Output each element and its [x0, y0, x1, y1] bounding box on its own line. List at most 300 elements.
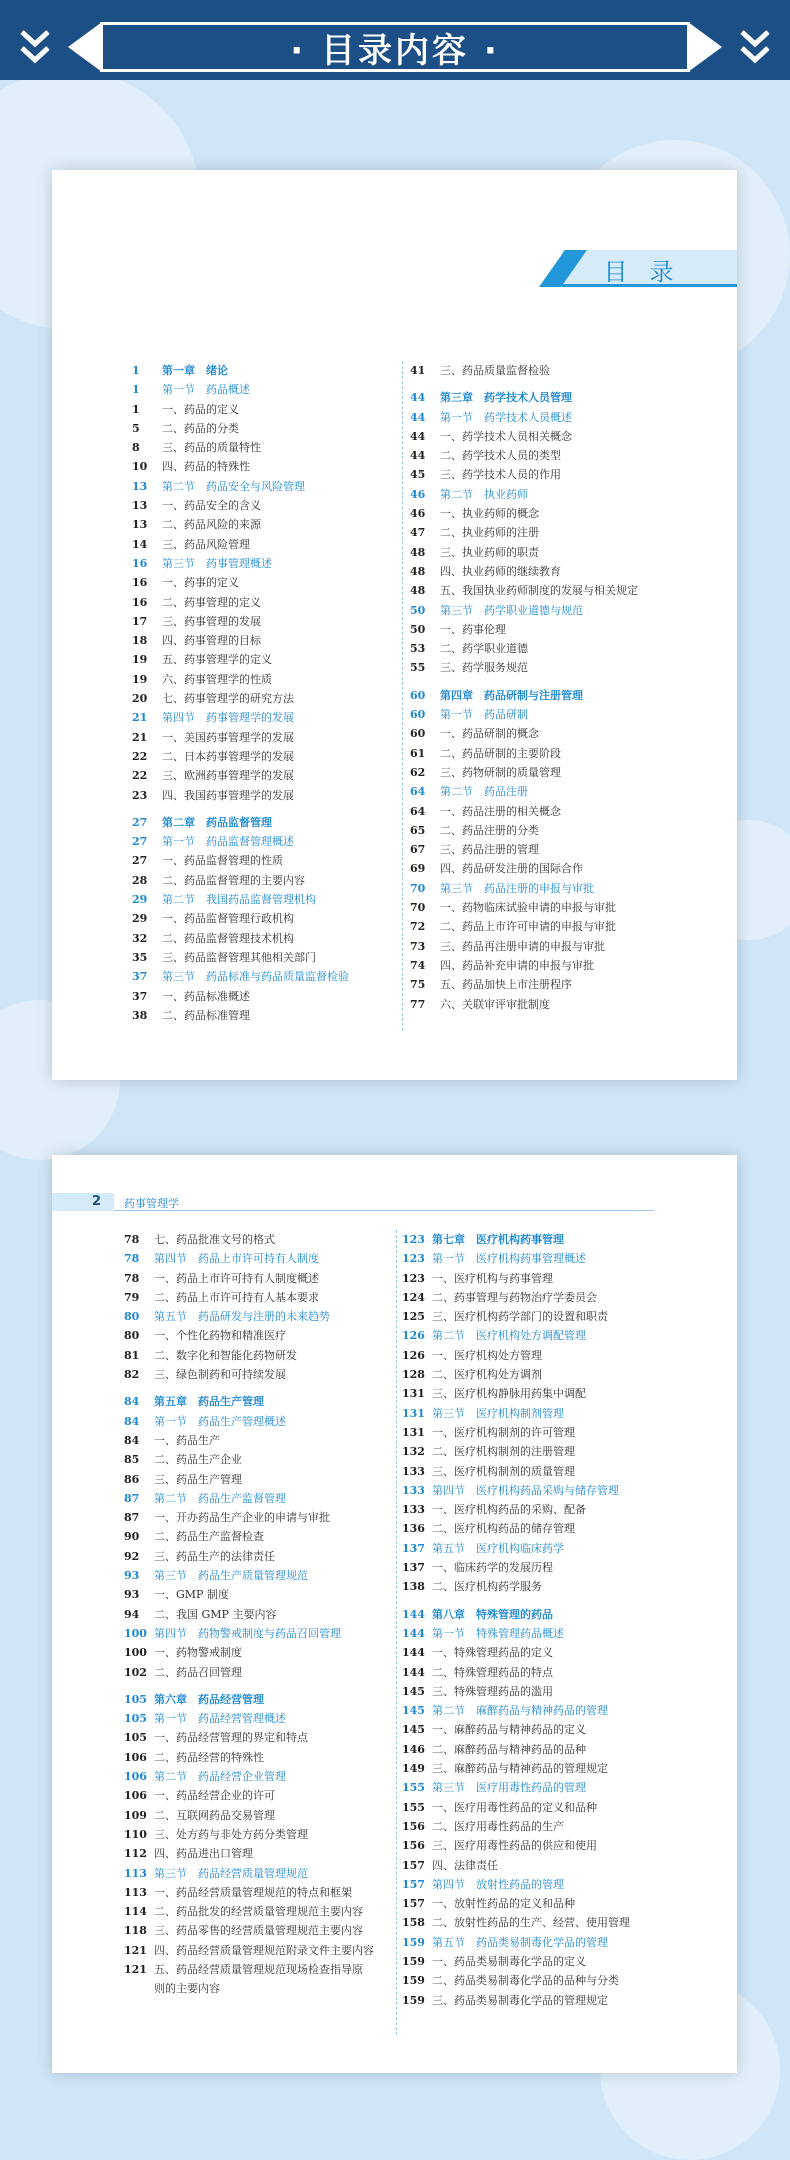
toc-section-entry[interactable]: [402, 1481, 702, 1500]
toc-entry-title: 三、绿色制药和可持续发展: [154, 1368, 286, 1382]
toc-page-number: 70: [410, 881, 426, 895]
toc-item-entry[interactable]: [124, 1585, 394, 1604]
toc-item-entry[interactable]: [124, 1844, 394, 1863]
toc-item-entry[interactable]: [410, 562, 710, 581]
toc-section-entry[interactable]: [124, 1864, 394, 1883]
toc-item-entry[interactable]: [124, 1365, 394, 1384]
toc-chapter-entry[interactable]: [402, 1230, 702, 1249]
toc-item-entry[interactable]: [124, 1921, 394, 1940]
toc-item-entry[interactable]: [132, 457, 402, 476]
toc-item-entry[interactable]: [124, 1748, 394, 1767]
toc-item-entry[interactable]: [402, 1384, 702, 1403]
toc-item-entry[interactable]: [402, 1740, 702, 1759]
toc-chapter-entry[interactable]: [410, 388, 710, 407]
toc-page-number: 137: [402, 1541, 425, 1555]
toc-page-number: 29: [132, 912, 148, 926]
toc-item-entry[interactable]: [410, 821, 710, 840]
toc-entry-title: 一、药品生产: [154, 1433, 220, 1447]
toc-page-number: 144: [402, 1665, 425, 1679]
toc-item-entry[interactable]: [124, 1431, 394, 1450]
toc-page-number: 133: [402, 1483, 425, 1497]
toc-page-number: 50: [410, 603, 426, 617]
toc-entry-title: 第三节 医疗用毒性药品的管理: [432, 1781, 586, 1795]
toc-entry-title: 三、医疗用毒性药品的供应和使用: [432, 1839, 597, 1853]
toc-entry-title: 二、我国 GMP 主要内容: [154, 1607, 277, 1621]
toc-page-number: 69: [410, 862, 426, 876]
toc-entry-title: 一、药品经营管理的界定和特点: [154, 1731, 308, 1745]
toc-item-entry[interactable]: [402, 1423, 702, 1442]
toc-item-entry[interactable]: [410, 917, 710, 936]
toc-page-number: 93: [124, 1569, 140, 1583]
toc-page-number: 18: [132, 634, 148, 648]
toc-item-entry[interactable]: [132, 766, 402, 785]
toc-chapter-entry[interactable]: [124, 1690, 394, 1709]
toc-entry-title: 三、医疗机构制剂的质量管理: [432, 1464, 575, 1478]
book-title: 药事管理学: [124, 1197, 179, 1210]
toc-item-entry[interactable]: [402, 1269, 702, 1288]
toc-entry-title: 二、日本药事管理学的发展: [162, 749, 294, 763]
toc-entry-title: 三、药品零售的经营质量管理规范主要内容: [154, 1924, 363, 1938]
toc-page-number: 158: [402, 1916, 425, 1930]
toc-section-entry[interactable]: [410, 879, 710, 898]
toc-section-entry[interactable]: [410, 485, 710, 504]
toc-item-entry[interactable]: [402, 1952, 702, 1971]
toc-page-number: 105: [124, 1692, 147, 1706]
toc-entry-title: 一、药品监督管理行政机构: [162, 912, 294, 926]
toc-column-left: [132, 361, 402, 1025]
toc-entry-title: 五、药事管理学的定义: [162, 653, 272, 667]
toc-page-number: 94: [124, 1607, 140, 1621]
toc-entry-title: 二、药品监督管理技术机构: [162, 931, 294, 945]
toc-entry-title: 一、放射性药品的定义和品种: [432, 1897, 575, 1911]
toc-page-number: 123: [402, 1271, 425, 1285]
toc-entry-title: 一、麻醉药品与精神药品的定义: [432, 1723, 586, 1737]
toc-entry-title: 第二节 我国药品监督管理机构: [162, 893, 316, 907]
toc-page-number: 100: [124, 1626, 147, 1640]
toc-page-number: 85: [124, 1453, 140, 1467]
toc-item-entry[interactable]: [410, 620, 710, 639]
toc-entry-title: 一、药品标准概述: [162, 989, 250, 1003]
toc-page-number: 84: [124, 1414, 140, 1428]
toc-item-entry[interactable]: [124, 1902, 394, 1921]
toc-entry-title: 第八章 特殊管理的药品: [432, 1607, 553, 1621]
toc-page-number: 16: [132, 576, 148, 590]
toc-item-entry[interactable]: [124, 1508, 394, 1527]
toc-spacer: [402, 1597, 702, 1605]
toc-page-number: 78: [124, 1233, 140, 1246]
toc-item-entry[interactable]: [402, 1759, 702, 1778]
toc-item-entry[interactable]: [132, 631, 402, 650]
toc-entry-title: 第三节 药品生产质量管理规范: [154, 1569, 308, 1583]
toc-page-number: 14: [132, 537, 148, 551]
toc-entry-title: 第五节 药品研发与注册的未来趋势: [154, 1310, 330, 1324]
toc-item-entry[interactable]: [132, 851, 402, 870]
toc-page-number: 20: [132, 692, 148, 706]
toc-page-number: 144: [402, 1607, 425, 1621]
toc-page-number: 80: [124, 1310, 140, 1324]
toc-item-entry[interactable]: [132, 670, 402, 689]
toc-item-entry[interactable]: [410, 446, 710, 465]
toc-entry-title: 一、药物警戒制度: [154, 1646, 242, 1660]
toc-item-entry[interactable]: [132, 689, 402, 708]
toc-item-entry[interactable]: [402, 1682, 702, 1701]
toc-page-number: 109: [124, 1808, 147, 1822]
toc-item-entry[interactable]: [402, 1365, 702, 1384]
toc-section-entry[interactable]: [124, 1412, 394, 1431]
toc-entry-title: 二、医疗机构处方调剂: [432, 1368, 542, 1382]
toc-entry-title: 四、法律责任: [432, 1858, 498, 1872]
toc-spacer: [132, 805, 402, 813]
toc-item-entry[interactable]: [410, 937, 710, 956]
toc-page-number: 27: [132, 854, 148, 868]
toc-page-number: 157: [402, 1877, 425, 1891]
toc-page-number: 102: [124, 1665, 147, 1679]
toc-item-entry[interactable]: [132, 909, 402, 928]
toc-section-entry[interactable]: [402, 1326, 702, 1345]
toc-item-entry[interactable]: [410, 639, 710, 658]
toc-entry-title: 五、我国执业药师制度的发展与相关规定: [440, 584, 638, 598]
toc-page-number: 157: [402, 1858, 425, 1872]
toc-entry-title: 二、药学技术人员的类型: [440, 449, 561, 463]
toc-item-entry[interactable]: [124, 1269, 394, 1288]
toc-item-entry[interactable]: [132, 400, 402, 419]
toc-chapter-entry[interactable]: [402, 1605, 702, 1624]
toc-item-entry[interactable]: [410, 840, 710, 859]
toc-item-entry[interactable]: [402, 1500, 702, 1519]
toc-item-entry[interactable]: [132, 650, 402, 669]
toc-page-number: 50: [410, 622, 426, 636]
toc-item-entry[interactable]: [124, 1470, 394, 1489]
toc-entry-title: 四、执业药师的继续教育: [440, 564, 561, 578]
toc-item-entry[interactable]: [132, 948, 402, 967]
toc-entry-title: 二、药品研制的主要阶段: [440, 746, 561, 760]
toc-page-number: 121: [124, 1943, 147, 1957]
toc-section-entry[interactable]: [402, 1875, 702, 1894]
toc-item-entry[interactable]: [132, 1006, 402, 1025]
toc-spacer: [410, 380, 710, 388]
toc-entry-title: 三、麻醉药品与精神药品的管理规定: [432, 1762, 608, 1776]
toc-item-entry[interactable]: [410, 898, 710, 917]
toc-item-entry[interactable]: [410, 427, 710, 446]
toc-item-entry[interactable]: [402, 1558, 702, 1577]
toc-item-entry[interactable]: [124, 1825, 394, 1844]
toc-item-entry[interactable]: [410, 975, 710, 994]
toc-page-number: 13: [132, 518, 148, 532]
toc-entry-title: 一、临床药学的发展历程: [432, 1561, 553, 1575]
toc-page-number: 1: [132, 402, 140, 416]
toc-page-number: 123: [402, 1233, 425, 1246]
toc-entry-title: 三、药品质量监督检验: [440, 364, 550, 377]
toc-page-number: 84: [124, 1433, 140, 1447]
toc-item-entry[interactable]: [402, 1462, 702, 1481]
toc-section-entry[interactable]: [132, 477, 402, 496]
toc-section-entry[interactable]: [124, 1767, 394, 1786]
toc-page-number: 21: [132, 711, 148, 725]
running-header: [52, 1193, 652, 1211]
toc-title: 目录: [603, 258, 696, 286]
toc-item-entry[interactable]: [410, 859, 710, 878]
toc-item-entry[interactable]: [124, 1941, 394, 1960]
toc-entry-title: 一、医疗机构处方管理: [432, 1348, 542, 1362]
toc-entry-title: 一、药品研制的概念: [440, 727, 539, 741]
toc-page-number: 47: [410, 526, 426, 540]
toc-column-right: [410, 361, 710, 1014]
toc-item-entry[interactable]: [410, 465, 710, 484]
toc-item-entry[interactable]: [402, 1856, 702, 1875]
toc-section-entry[interactable]: [124, 1624, 394, 1643]
toc-page-number: 145: [402, 1684, 425, 1698]
toc-section-entry[interactable]: [124, 1566, 394, 1585]
toc-entry-title: 第四节 药事管理学的发展: [162, 711, 294, 725]
toc-item-entry[interactable]: [402, 1720, 702, 1739]
toc-section-entry[interactable]: [124, 1307, 394, 1326]
toc-section-entry[interactable]: [132, 708, 402, 727]
toc-item-entry[interactable]: [124, 1326, 394, 1345]
toc-entry-title: 一、药学技术人员相关概念: [440, 429, 572, 443]
toc-entry-title: 第五节 药品类易制毒化学品的管理: [432, 1935, 608, 1949]
toc-item-entry[interactable]: [410, 744, 710, 763]
toc-section-entry[interactable]: [402, 1778, 702, 1797]
toc-section-entry[interactable]: [402, 1701, 702, 1720]
toc-item-entry[interactable]: [132, 987, 402, 1006]
toc-item-entry[interactable]: [132, 612, 402, 631]
toc-page-number: 79: [124, 1290, 140, 1304]
toc-entry-title: 第三节 药品注册的申报与审批: [440, 881, 594, 895]
toc-item-entry[interactable]: [124, 1346, 394, 1365]
toc-item-entry[interactable]: [402, 1913, 702, 1932]
toc-entry-title: 第一节 药品经营管理概述: [154, 1712, 286, 1726]
toc-entry-title: 第三节 医疗机构制剂管理: [432, 1406, 564, 1420]
toc-item-entry[interactable]: [402, 1971, 702, 1990]
toc-item-entry[interactable]: [124, 1643, 394, 1662]
toc-item-entry[interactable]: [410, 543, 710, 562]
toc-section-entry[interactable]: [402, 1539, 702, 1558]
toc-section-entry[interactable]: [124, 1709, 394, 1728]
toc-entry-title: 二、放射性药品的生产、经营、使用管理: [432, 1916, 630, 1930]
toc-item-entry[interactable]: [402, 1991, 702, 2010]
toc-item-entry[interactable]: [124, 1230, 394, 1249]
toc-page-number: 1: [132, 383, 140, 397]
toc-section-entry[interactable]: [124, 1249, 394, 1268]
toc-page-number: 131: [402, 1387, 425, 1401]
toc-page-number: 13: [132, 499, 148, 513]
toc-entry-title: 第一节 药品概述: [162, 383, 250, 397]
toc-item-entry[interactable]: [124, 1883, 394, 1902]
toc-page-number: 64: [410, 804, 426, 818]
toc-item-entry[interactable]: [132, 747, 402, 766]
toc-item-entry[interactable]: [124, 1450, 394, 1469]
toc-item-entry[interactable]: [124, 1960, 394, 1979]
toc-page-number: 22: [132, 769, 148, 783]
toc-chapter-entry[interactable]: [132, 361, 402, 380]
toc-section-entry[interactable]: [402, 1249, 702, 1268]
toc-entry-title: 二、药品的分类: [162, 421, 239, 435]
toc-item-entry[interactable]: [124, 1786, 394, 1805]
toc-item-entry[interactable]: [402, 1836, 702, 1855]
toc-page-number: 112: [124, 1847, 147, 1861]
toc-entry-title: 三、药品风险管理: [162, 537, 250, 551]
toc-item-entry[interactable]: [132, 438, 402, 457]
toc-section-entry[interactable]: [402, 1404, 702, 1423]
toc-page-number: 106: [124, 1770, 147, 1784]
toc-entry-title: 二、数字化和智能化药物研发: [154, 1348, 297, 1362]
toc-item-entry[interactable]: [410, 724, 710, 743]
toc-page-number: 29: [132, 893, 148, 907]
toc-section-entry[interactable]: [410, 601, 710, 620]
toc-item-entry[interactable]: [124, 1605, 394, 1624]
toc-item-entry[interactable]: [132, 871, 402, 890]
toc-entry-title: 四、药品补充申请的申报与审批: [440, 958, 594, 972]
toc-page-number: 73: [410, 939, 426, 953]
toc-entry-title: 二、药品生产企业: [154, 1453, 242, 1467]
toc-item-entry[interactable]: [132, 515, 402, 534]
toc-entry-title: 二、药品生产监督检查: [154, 1530, 264, 1544]
toc-page-number: 131: [402, 1406, 425, 1420]
toc-section-entry[interactable]: [402, 1933, 702, 1952]
toc-item-entry[interactable]: [124, 1979, 394, 1998]
toc-page-number: 19: [132, 653, 148, 667]
toc-entry-title: 六、关联审评审批制度: [440, 997, 550, 1011]
toc-item-entry[interactable]: [410, 995, 710, 1014]
toc-page-number: 105: [124, 1712, 147, 1726]
toc-entry-title: 三、药品生产管理: [154, 1472, 242, 1486]
toc-page-number: 1: [132, 364, 140, 377]
toc-entry-title: 三、药品监督管理其他相关部门: [162, 950, 316, 964]
toc-item-entry[interactable]: [132, 786, 402, 805]
toc-item-entry[interactable]: [132, 593, 402, 612]
toc-entry-title: 七、药事管理学的研究方法: [162, 692, 294, 706]
toc-page-number: 159: [402, 1993, 425, 2007]
toc-item-entry[interactable]: [132, 496, 402, 515]
toc-item-entry[interactable]: [402, 1307, 702, 1326]
toc-section-entry[interactable]: [132, 890, 402, 909]
toc-page-number: 48: [410, 545, 426, 559]
toc-page-number: 27: [132, 835, 148, 849]
toc-section-entry[interactable]: [132, 832, 402, 851]
toc-page-number: 84: [124, 1395, 140, 1409]
toc-page-number: 75: [410, 978, 426, 992]
toc-entry-title: 一、药品监督管理的性质: [162, 854, 283, 868]
toc-item-entry[interactable]: [132, 419, 402, 438]
toc-item-entry[interactable]: [402, 1577, 702, 1596]
toc-item-entry[interactable]: [410, 361, 710, 380]
toc-entry-title: 一、药物临床试验申请的申报与审批: [440, 901, 616, 915]
toc-section-entry[interactable]: [124, 1489, 394, 1508]
toc-entry-title: 二、药品注册的分类: [440, 823, 539, 837]
toc-section-entry[interactable]: [132, 380, 402, 399]
toc-item-entry[interactable]: [402, 1442, 702, 1461]
toc-item-entry[interactable]: [132, 728, 402, 747]
toc-page-number: 78: [124, 1252, 140, 1266]
toc-item-entry[interactable]: [402, 1663, 702, 1682]
toc-page-number: 156: [402, 1839, 425, 1853]
toc-entry-title: 一、特殊管理药品的定义: [432, 1646, 553, 1660]
toc-page-number: 13: [132, 479, 148, 493]
toc-page-number: 114: [124, 1905, 147, 1919]
toc-page-number: 123: [402, 1252, 425, 1266]
toc-entry-title: 二、医疗机构药品的储存管理: [432, 1522, 575, 1536]
toc-entry-title: 三、药品注册的管理: [440, 843, 539, 857]
toc-entry-title: 二、麻醉药品与精神药品的品种: [432, 1742, 586, 1756]
toc-page-number: 37: [132, 970, 148, 984]
toc-item-entry[interactable]: [124, 1527, 394, 1546]
toc-item-entry[interactable]: [410, 763, 710, 782]
header-title: · 目录内容 ·: [290, 30, 500, 71]
toc-entry-title: 第二节 麻醉药品与精神药品的管理: [432, 1704, 608, 1718]
toc-item-entry[interactable]: [402, 1643, 702, 1662]
double-chevron-down-icon: [18, 26, 52, 70]
toc-item-entry[interactable]: [410, 581, 710, 600]
toc-page-number: 38: [132, 1008, 148, 1022]
toc-section-entry[interactable]: [132, 554, 402, 573]
toc-item-entry[interactable]: [410, 956, 710, 975]
toc-item-entry[interactable]: [402, 1798, 702, 1817]
toc-item-entry[interactable]: [402, 1519, 702, 1538]
toc-section-entry[interactable]: [410, 782, 710, 801]
toc-entry-title: 三、药品再注册申请的申报与审批: [440, 939, 605, 953]
toc-entry-title: 一、药事伦理: [440, 622, 506, 636]
toc-item-entry[interactable]: [402, 1817, 702, 1836]
page-number: 2: [92, 1194, 102, 1209]
toc-item-entry[interactable]: [132, 929, 402, 948]
toc-item-entry[interactable]: [410, 802, 710, 821]
toc-entry-title: 七、药品批准文号的格式: [154, 1233, 275, 1246]
toc-item-entry[interactable]: [402, 1288, 702, 1307]
toc-page-number: 16: [132, 556, 148, 570]
toc-page-number: [124, 1979, 154, 1998]
banner-left-arrow: [68, 22, 102, 72]
toc-item-entry[interactable]: [132, 535, 402, 554]
toc-page-number: 74: [410, 958, 426, 972]
toc-section-entry[interactable]: [410, 408, 710, 427]
toc-page-number: 159: [402, 1954, 425, 1968]
toc-item-entry[interactable]: [124, 1728, 394, 1747]
toc-item-entry[interactable]: [410, 658, 710, 677]
toc-entry-title: 则的主要内容: [154, 1982, 220, 1996]
toc-entry-title: 第六章 药品经营管理: [154, 1692, 264, 1706]
toc-item-entry[interactable]: [124, 1288, 394, 1307]
toc-chapter-entry[interactable]: [132, 813, 402, 832]
toc-entry-title: 第二节 药品安全与风险管理: [162, 479, 305, 493]
toc-item-entry[interactable]: [124, 1806, 394, 1825]
toc-chapter-entry[interactable]: [124, 1392, 394, 1411]
toc-item-entry[interactable]: [124, 1547, 394, 1566]
toc-page-number: 80: [124, 1329, 140, 1343]
toc-page-2: [52, 1155, 737, 2073]
toc-item-entry[interactable]: [132, 573, 402, 592]
toc-item-entry[interactable]: [402, 1346, 702, 1365]
toc-page-number: 46: [410, 507, 426, 521]
toc-section-entry[interactable]: [410, 705, 710, 724]
toc-entry-title: 第一节 药品研制: [440, 708, 528, 722]
toc-item-entry[interactable]: [124, 1663, 394, 1682]
toc-entry-title: 六、药事管理学的性质: [162, 672, 272, 686]
toc-item-entry[interactable]: [410, 523, 710, 542]
toc-item-entry[interactable]: [410, 504, 710, 523]
toc-section-entry[interactable]: [132, 967, 402, 986]
toc-page-number: 87: [124, 1511, 140, 1525]
toc-page-number: 17: [132, 614, 148, 628]
toc-entry-title: 三、处方药与非处方药分类管理: [154, 1827, 308, 1841]
toc-entry-title: 二、医疗机构制剂的注册管理: [432, 1445, 575, 1459]
toc-entry-title: 第一节 药品监督管理概述: [162, 835, 294, 849]
toc-page-number: 144: [402, 1646, 425, 1660]
toc-spacer: [124, 1682, 394, 1690]
toc-page-number: 100: [124, 1646, 147, 1660]
toc-item-entry[interactable]: [402, 1894, 702, 1913]
toc-section-entry[interactable]: [402, 1624, 702, 1643]
toc-chapter-entry[interactable]: [410, 686, 710, 705]
